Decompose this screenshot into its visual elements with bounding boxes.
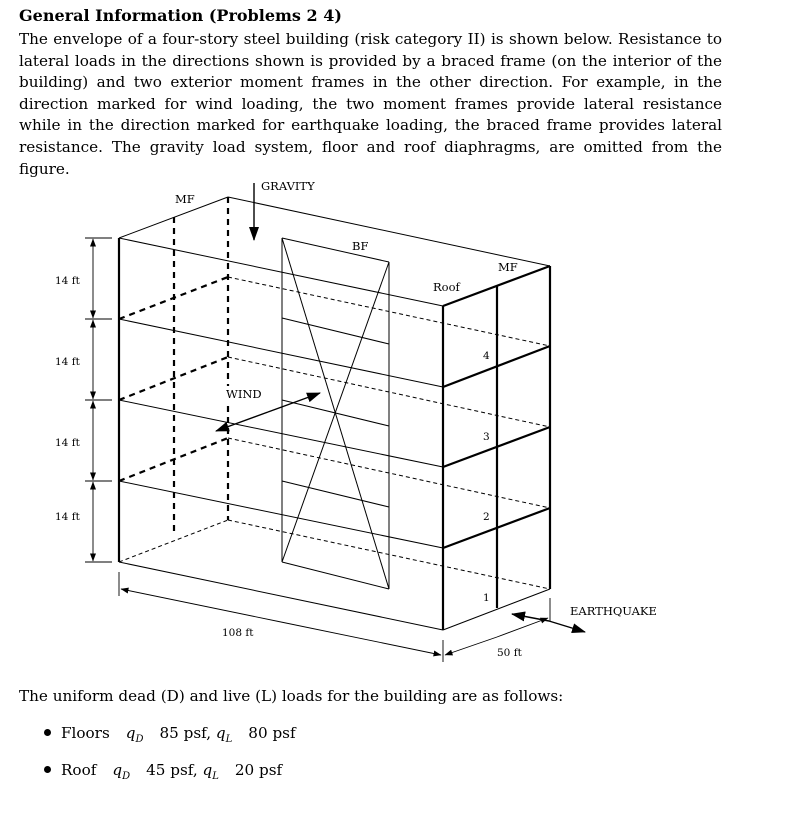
length-dimension — [119, 572, 443, 662]
floor-number: 1 — [483, 592, 490, 604]
story-height-label: 14 ft — [55, 275, 80, 287]
story-height-label: 14 ft — [55, 437, 80, 449]
braced-frame — [282, 238, 389, 589]
roof-label: Roof — [433, 280, 460, 294]
roof-label: Roof — [61, 761, 97, 779]
roof-live-load: 20 psf — [234, 761, 283, 779]
qd-symbol: $q_D$ — [112, 761, 131, 783]
floors-label: Floors — [61, 724, 110, 742]
gravity-label: GRAVITY — [261, 179, 315, 193]
building-diagram — [0, 170, 792, 670]
qd-symbol: $q_D$ — [125, 724, 144, 746]
floor-number: 4 — [483, 350, 490, 362]
braced-frame-label: BF — [352, 239, 369, 253]
roof-dead-load: 45 psf, — [146, 761, 198, 779]
right-moment-frame-label: MF — [498, 260, 518, 274]
width-label: 50 ft — [497, 647, 522, 659]
left-moment-frame-label: MF — [175, 192, 195, 206]
wind-label: WIND — [226, 387, 262, 401]
floors-live-load: 80 psf — [248, 724, 296, 742]
section-heading: General Information (Problems 2 4) — [19, 6, 342, 25]
loads-intro: The uniform dead (D) and live (L) loads for the building are as follows: — [19, 687, 564, 705]
ql-symbol: $q_L$ — [202, 761, 219, 783]
floor-number: 2 — [483, 511, 490, 523]
ql-symbol: $q_L$ — [215, 724, 233, 746]
floor-number: 3 — [483, 431, 490, 443]
bullet-icon — [44, 766, 51, 773]
story-height-label: 14 ft — [55, 356, 80, 368]
bullet-icon — [44, 729, 51, 736]
story-height-dimensions — [85, 238, 112, 562]
story-height-label: 14 ft — [55, 511, 80, 523]
list-item — [44, 761, 282, 782]
floors-dead-load: 85 psf, — [159, 724, 212, 742]
length-label: 108 ft — [222, 627, 254, 639]
earthquake-label: EARTHQUAKE — [570, 604, 657, 618]
list-item — [44, 724, 296, 745]
problem-description: The envelope of a four-story steel building (risk category II) is shown below. Resistance to lateral loads in the directions shown is provided by a braced frame (on the interior of the building) and two exterior moment frames in the other direction. For example, in the direction marked for wind loading, the two moment frames provide lateral resistance while in the direction marked for earthquake loading, the braced frame provides lateral resistance. The gravity load system, floor and roof diaphragms, are omitted from the figure. — [19, 30, 722, 178]
